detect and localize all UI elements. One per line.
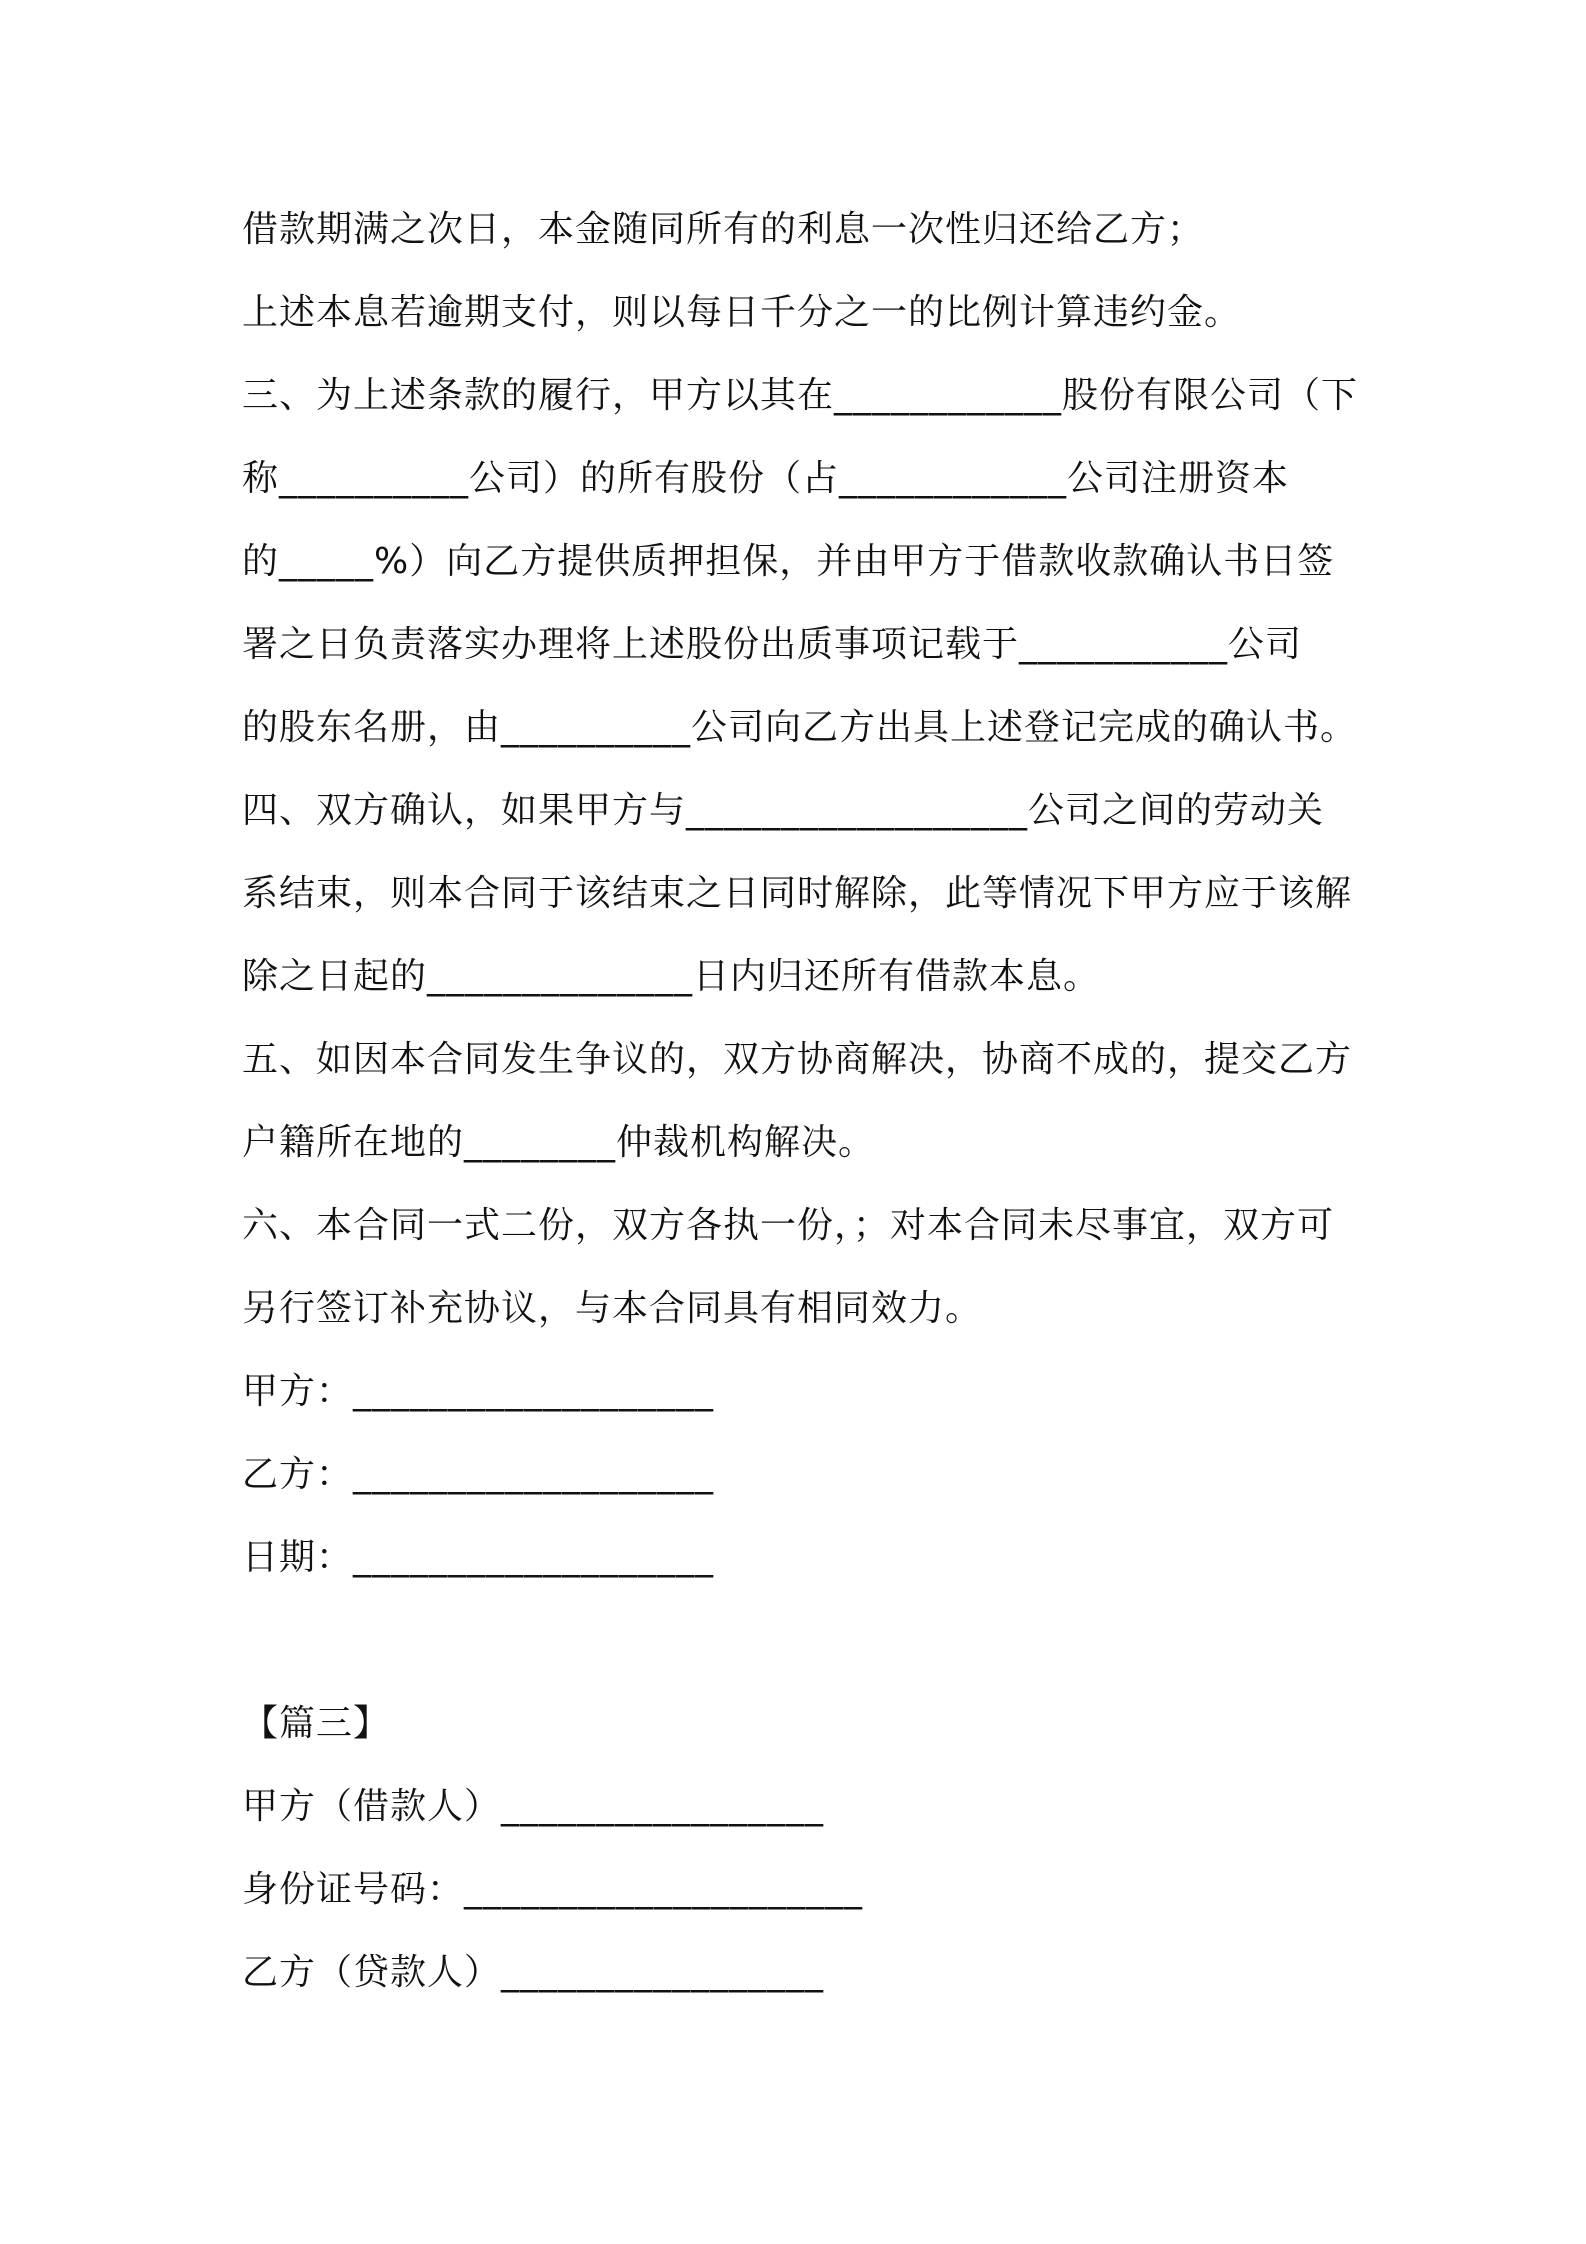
id-number-line: 身份证号码：_____________________ xyxy=(242,1869,864,1910)
borrower-line: 甲方（借款人）_________________ xyxy=(242,1786,825,1827)
section-heading: 【篇三】 xyxy=(242,1703,391,1744)
text-line: 称__________公司）的所有股份（占____________公司注册资本 xyxy=(242,458,1290,499)
clause-five-line: 五、如因本合同发生争议的，双方协商解决，协商不成的，提交乙方 xyxy=(242,1039,1353,1080)
clause-three-line: 三、为上述条款的履行，甲方以其在____________股份有限公司（下 xyxy=(242,375,1359,416)
date-signature-line: 日期：___________________ xyxy=(242,1537,715,1578)
clause-four-line: 四、双方确认，如果甲方与__________________公司之间的劳动关 xyxy=(242,790,1325,831)
party-a-signature-line: 甲方：___________________ xyxy=(242,1371,715,1412)
party-b-signature-line: 乙方：___________________ xyxy=(242,1454,715,1495)
lender-line: 乙方（贷款人）_________________ xyxy=(242,1952,825,1993)
text-line: 除之日起的______________日内归还所有借款本息。 xyxy=(242,956,1101,997)
text-line: 的股东名册，由__________公司向乙方出具上述登记完成的确认书。 xyxy=(242,707,1358,748)
text-line: 上述本息若逾期支付，则以每日千分之一的比例计算违约金。 xyxy=(242,292,1242,333)
text-line: 另行签订补充协议，与本合同具有相同效力。 xyxy=(242,1288,983,1329)
text-line: 的_____%）向乙方提供质押担保，并由甲方于借款收款确认书日签 xyxy=(242,541,1335,582)
clause-six-line: 六、本合同一式二份，双方各执一份，；对本合同未尽事宜，双方可 xyxy=(242,1205,1335,1246)
text-line: 系结束，则本合同于该结束之日同时解除，此等情况下甲方应于该解 xyxy=(242,873,1353,914)
text-line: 户籍所在地的________仲裁机构解决。 xyxy=(242,1122,876,1163)
text-line: 借款期满之次日，本金随同所有的利息一次性归还给乙方； xyxy=(242,209,1205,250)
text-line: 署之日负责落实办理将上述股份出质事项记载于___________公司 xyxy=(242,624,1303,665)
